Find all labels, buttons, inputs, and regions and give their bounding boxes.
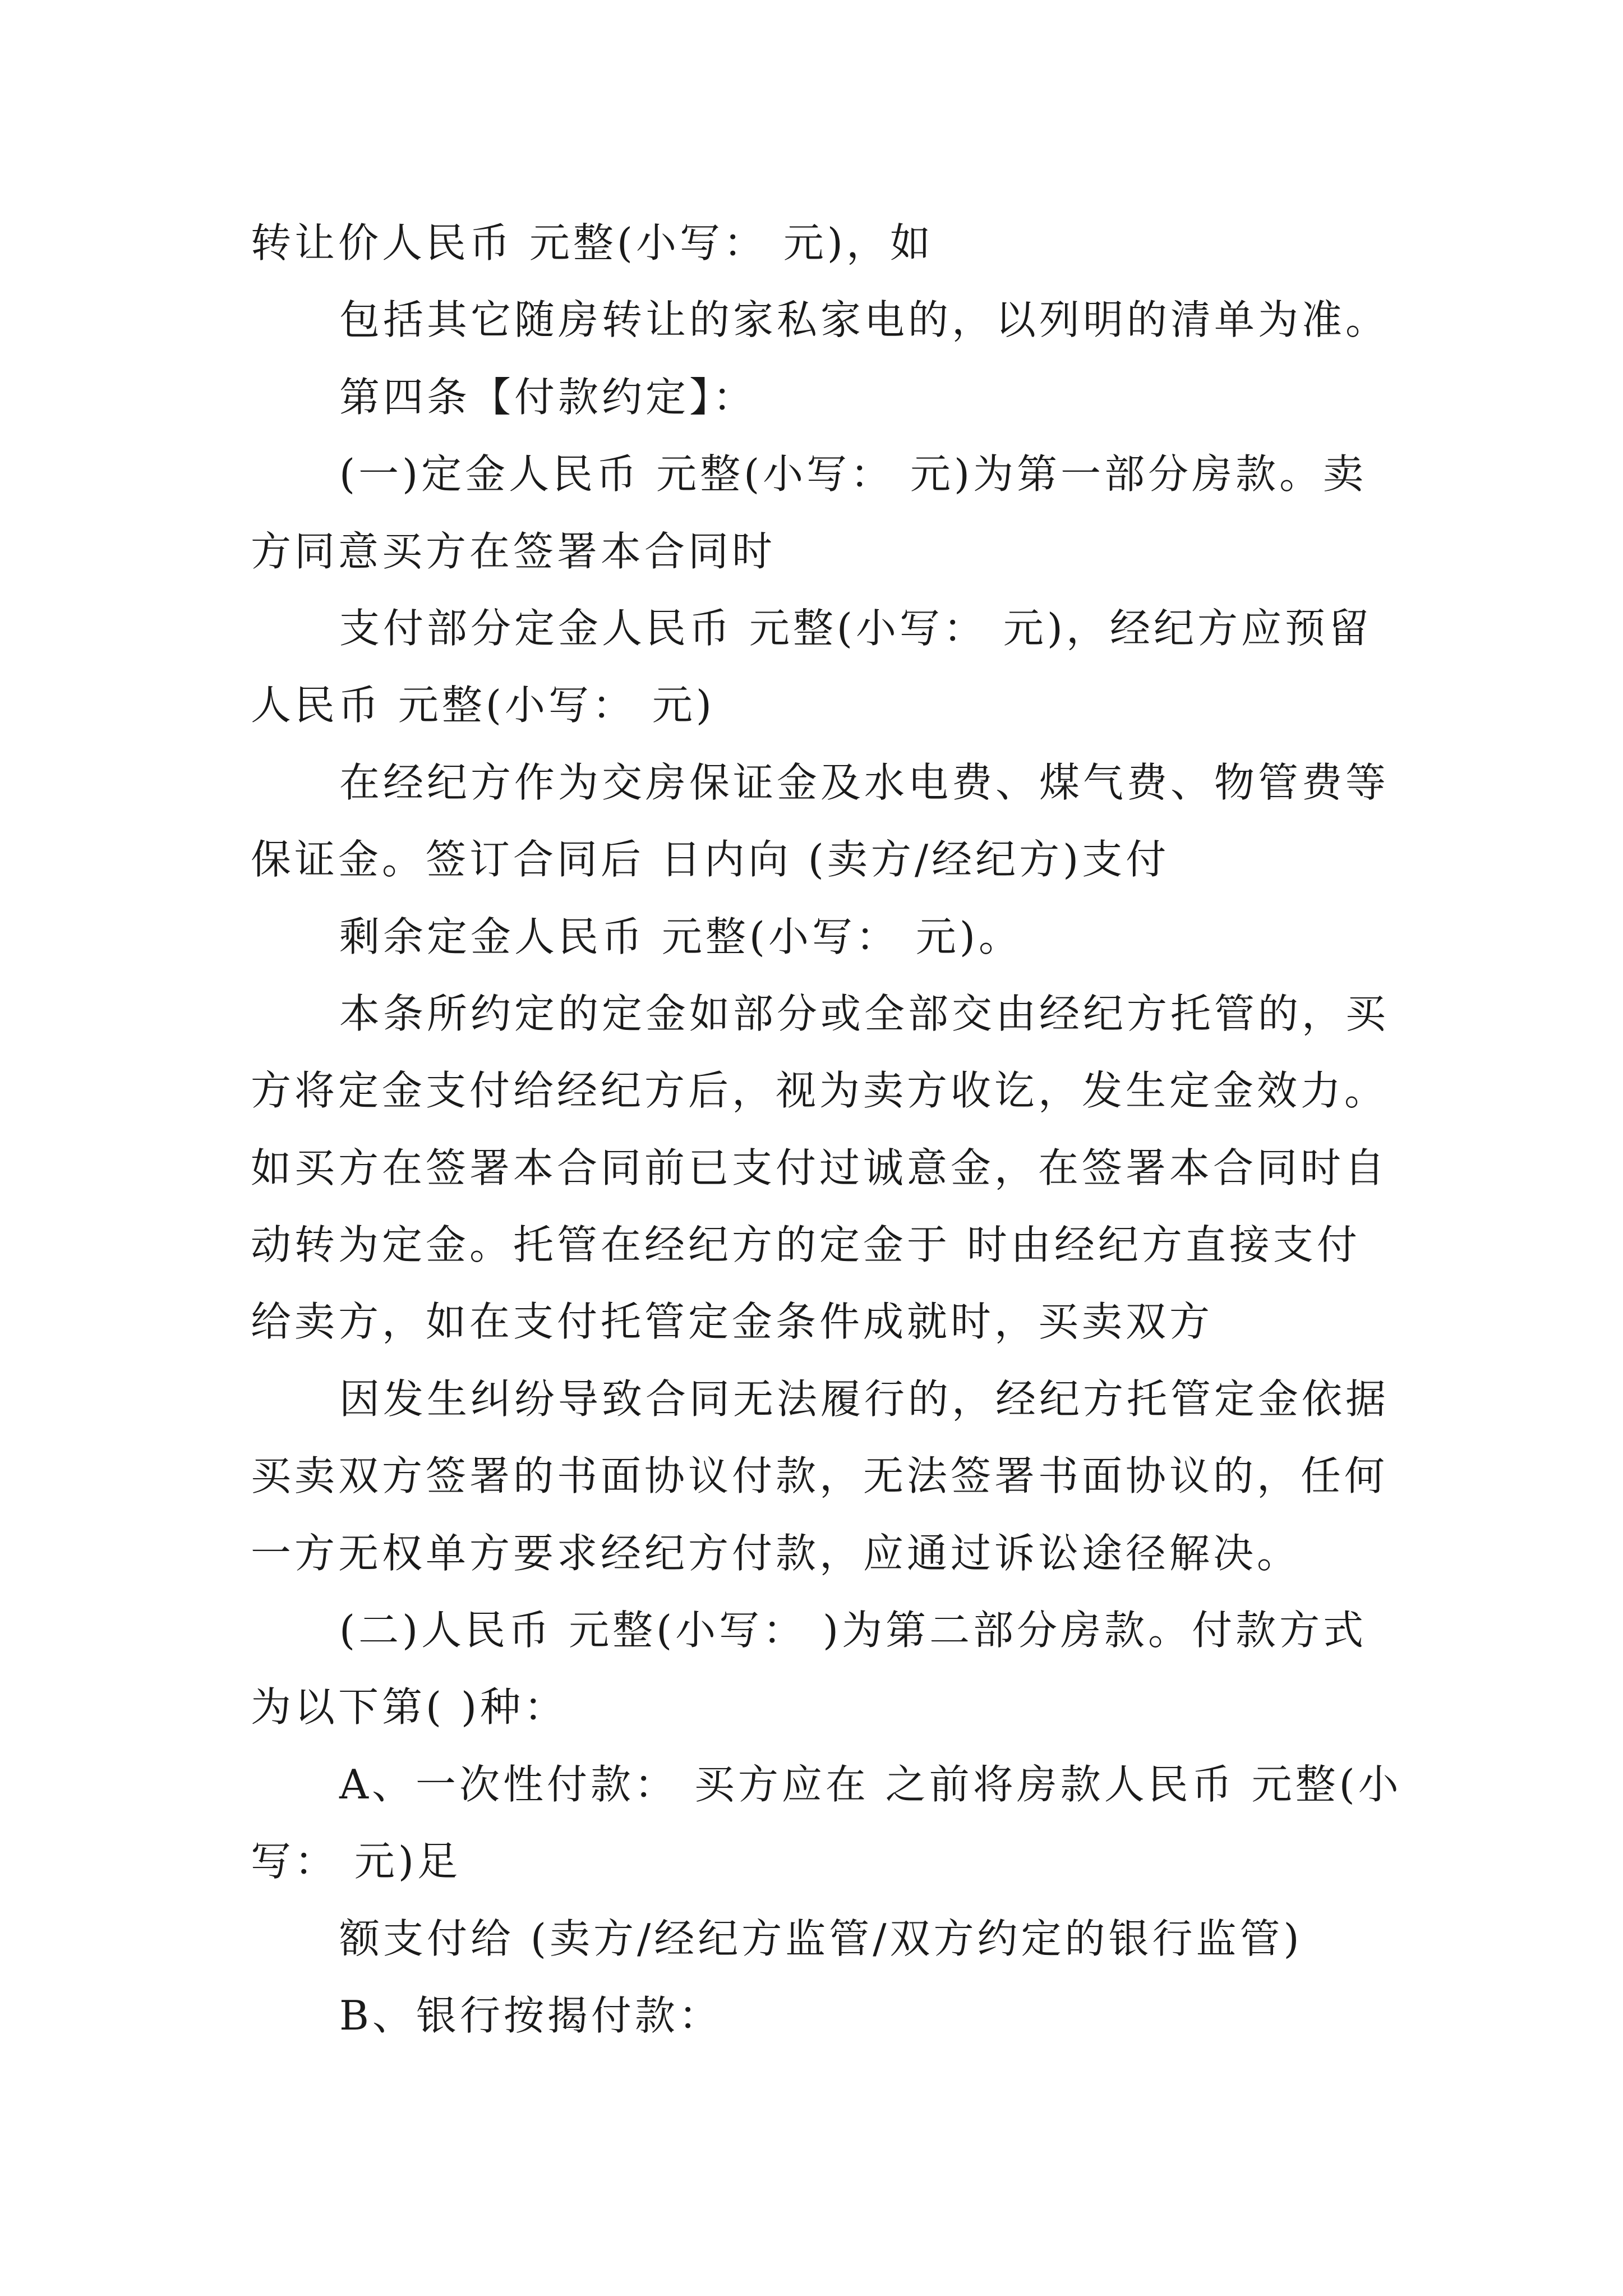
text-line: B、银行按揭付款： xyxy=(339,1991,722,2039)
text-line: 因发生纠纷导致合同无法履行的，经纪方托管定金依据 xyxy=(339,1375,1390,1423)
paragraph-option-a-continued xyxy=(251,1901,1484,1977)
text-line: (二)人民币 元整(小写： )为第二部分房款。付款方式 xyxy=(339,1607,1367,1654)
paragraph-dispute xyxy=(251,1361,1484,1592)
text-line: 剩余定金人民币 元整(小写： 元)。 xyxy=(339,913,1022,960)
text-line: 人民币 元整(小写： 元) xyxy=(251,682,715,729)
text-line: 方将定金支付给经纪方后，视为卖方收讫，发生定金效力。 xyxy=(251,1067,1389,1115)
text-line: 一方无权单方要求经纪方付款，应通过诉讼途径解决。 xyxy=(251,1529,1301,1577)
paragraph-deposit-2 xyxy=(251,590,1484,744)
text-line: 本条所约定的定金如部分或全部交由经纪方托管的，买 xyxy=(339,990,1390,1037)
text-line: A、一次性付款： 买方应在 之前将房款人民币 元整(小 xyxy=(339,1760,1402,1808)
paragraph-option-b xyxy=(251,1977,1484,2054)
text-line: 如买方在签署本合同前已支付过诚意金，在签署本合同时自 xyxy=(251,1144,1389,1191)
article-title: 第四条【付款约定】： xyxy=(339,373,757,421)
paragraph-option-a xyxy=(251,1746,1484,1901)
paragraph-remaining-deposit xyxy=(251,899,1484,976)
article-heading xyxy=(251,359,1484,436)
paragraph-escrow xyxy=(251,976,1484,1361)
text-line: 转让价人民币 元整(小写： 元)，如 xyxy=(251,219,934,266)
text-line: 买卖双方签署的书面协议付款，无法签署书面协议的，任何 xyxy=(251,1452,1389,1500)
text-line: 支付部分定金人民币 元整(小写： 元)，经纪方应预留 xyxy=(339,604,1372,652)
text-line: (一)定金人民币 元整(小写： 元)为第一部分房款。卖 xyxy=(339,450,1367,498)
text-line: 保证金。签订合同后 日内向 (卖方/经纪方)支付 xyxy=(251,836,1170,884)
text-line: 在经纪方作为交房保证金及水电费、煤气费、物管费等 xyxy=(339,758,1390,806)
text-line: 动转为定金。托管在经纪方的定金于 时由经纪方直接支付 xyxy=(251,1221,1361,1269)
text-line: 方同意买方在签署本合同时 xyxy=(251,527,776,575)
text-line: 为以下第( )种： xyxy=(251,1683,568,1731)
paragraph-deposit-3 xyxy=(251,744,1484,899)
paragraph-continuation xyxy=(251,205,1484,282)
paragraph-second-payment xyxy=(251,1592,1484,1746)
paragraph-furniture-list xyxy=(251,282,1484,358)
text-line: 给卖方，如在支付托管定金条件成就时，买卖双方 xyxy=(251,1298,1214,1346)
text-line: 写： 元)足 xyxy=(251,1838,461,1885)
paragraph-deposit-1 xyxy=(251,436,1484,590)
text-line: 额支付给 (卖方/经纪方监管/双方约定的银行监管) xyxy=(339,1915,1303,1962)
document-body xyxy=(251,205,1484,2054)
text-line: 包括其它随房转让的家私家电的，以列明的清单为准。 xyxy=(339,296,1390,344)
